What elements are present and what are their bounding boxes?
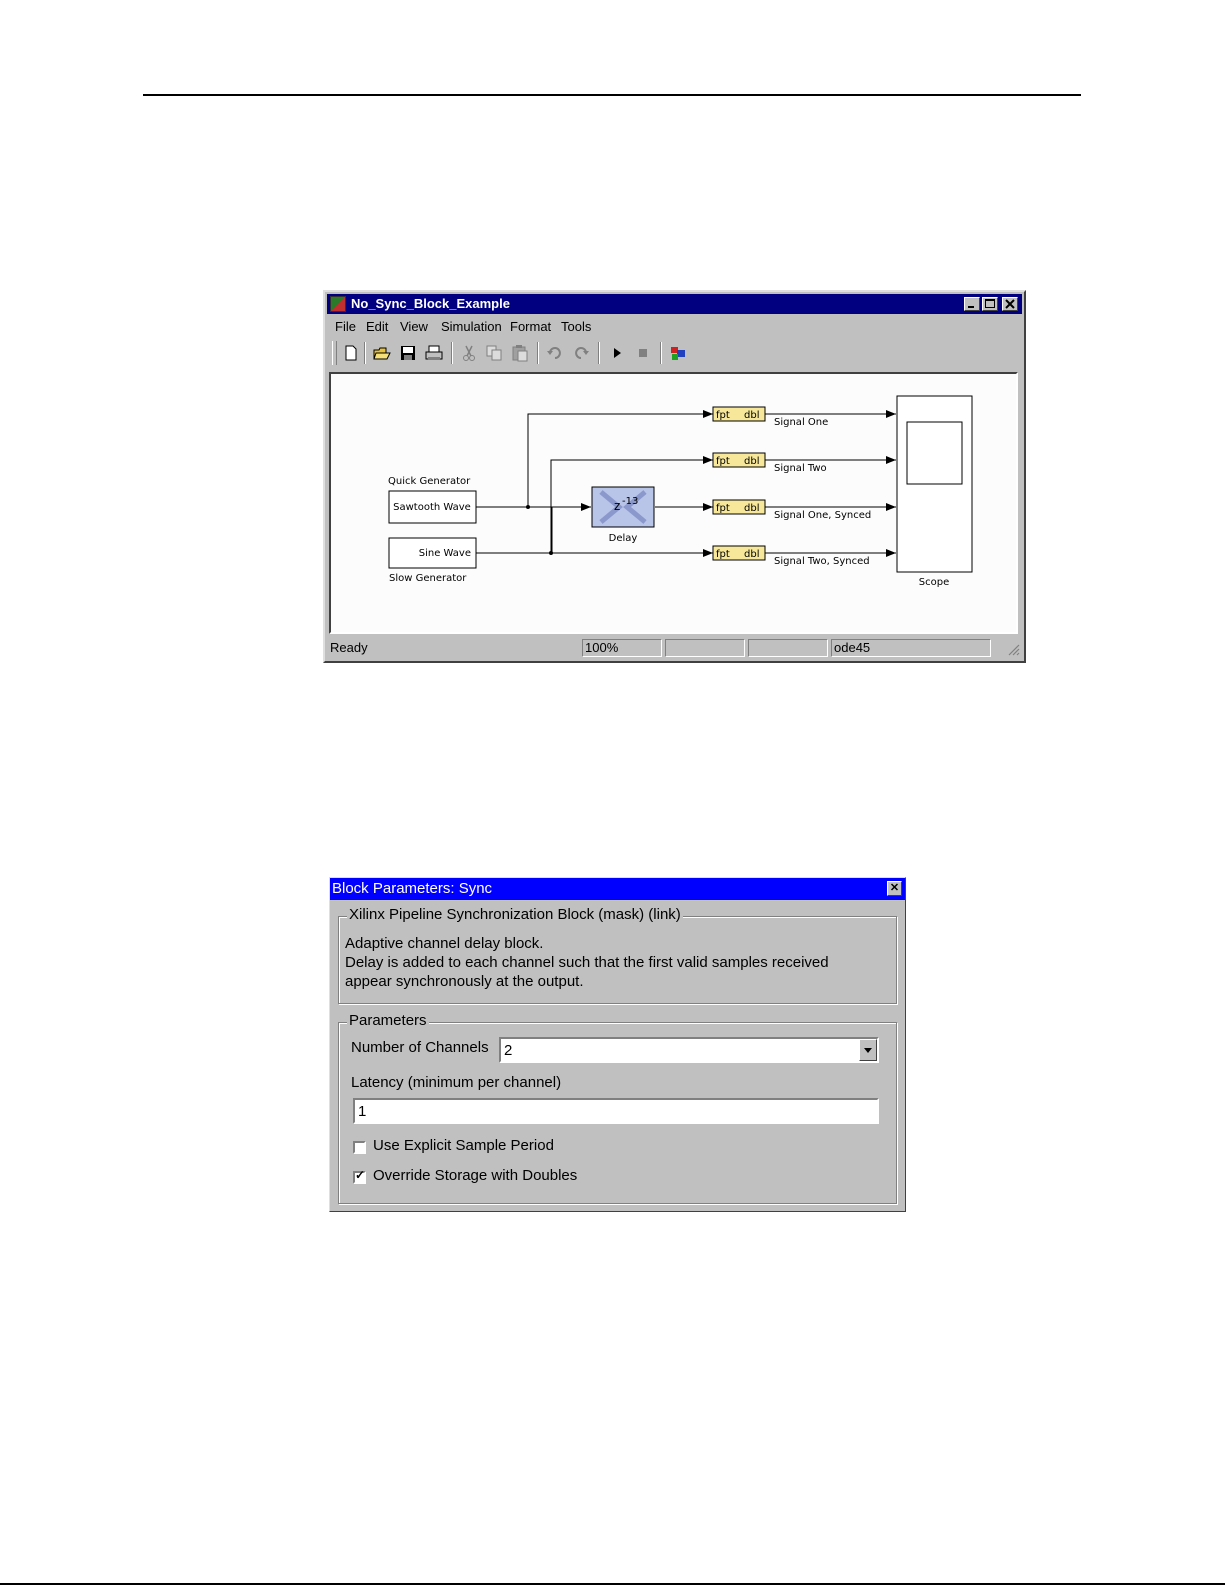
converter-in-label: fpt xyxy=(716,410,730,421)
explicit-period-checkbox[interactable] xyxy=(353,1141,366,1154)
converter-block[interactable] xyxy=(713,453,765,467)
parameters-group-title: Parameters xyxy=(349,1012,427,1029)
description-line: appear synchronously at the output. xyxy=(345,973,584,990)
converter-block[interactable] xyxy=(713,407,765,421)
status-pane-empty xyxy=(665,639,745,657)
signal-label: Signal One xyxy=(774,417,829,428)
window-title: No_Sync_Block_Example xyxy=(351,296,510,311)
signal-label: Signal Two xyxy=(774,463,827,474)
slow-generator-label: Slow Generator xyxy=(389,573,467,584)
converter-out-label: dbl xyxy=(744,549,760,560)
latency-value: 1 xyxy=(358,1103,367,1120)
chevron-down-icon[interactable] xyxy=(859,1039,877,1061)
model-diagram xyxy=(331,374,1016,632)
close-icon: ✕ xyxy=(889,882,900,894)
menu-view[interactable]: View xyxy=(400,319,428,334)
minimize-icon xyxy=(965,298,979,310)
print-icon[interactable] xyxy=(425,344,443,362)
converter-block[interactable] xyxy=(713,500,765,514)
delay-z-label: z xyxy=(614,499,621,513)
menu-edit[interactable]: Edit xyxy=(366,319,389,334)
menu-simulation[interactable]: Simulation xyxy=(441,319,502,334)
toolbar-separator xyxy=(598,342,600,364)
branch-point xyxy=(526,505,530,509)
dialog-title: Block Parameters: Sync xyxy=(332,880,493,897)
status-state: Ready xyxy=(330,640,368,655)
description-group-title: Xilinx Pipeline Synchronization Block (mask) (link) xyxy=(349,906,681,923)
status-pane-empty xyxy=(748,639,828,657)
status-zoom: 100% xyxy=(582,639,662,657)
window-titlebar[interactable] xyxy=(327,294,1022,314)
description-line: Delay is added to each channel such that the first valid samples received xyxy=(345,954,829,971)
explicit-period-label: Use Explicit Sample Period xyxy=(373,1137,554,1154)
menu-bar xyxy=(327,316,1022,336)
minimize-button[interactable] xyxy=(964,297,980,311)
block-parameters-dialog xyxy=(329,877,906,1212)
sine-wave-label: Sine Wave xyxy=(418,548,471,559)
override-storage-label: Override Storage with Doubles xyxy=(373,1167,578,1184)
start-icon[interactable] xyxy=(608,344,626,362)
converter-out-label: dbl xyxy=(744,503,760,514)
override-storage-checkbox[interactable] xyxy=(353,1168,366,1184)
redo-icon[interactable] xyxy=(572,344,590,362)
checkmark-icon: ✓ xyxy=(355,1168,366,1182)
channels-label: Number of Channels xyxy=(351,1039,489,1056)
maximize-button[interactable] xyxy=(982,297,998,311)
converter-out-label: dbl xyxy=(744,456,760,467)
copy-icon[interactable] xyxy=(485,344,503,362)
simulink-window xyxy=(323,290,1026,663)
toolbar xyxy=(327,338,1022,368)
library-browser-icon[interactable] xyxy=(669,344,687,362)
scope-screen xyxy=(907,422,962,484)
menu-format[interactable]: Format xyxy=(510,319,552,334)
delay-exponent-label: -13 xyxy=(622,496,639,507)
quick-generator-label: Quick Generator xyxy=(388,476,471,487)
converter-in-label: fpt xyxy=(716,456,730,467)
channels-select[interactable] xyxy=(499,1037,879,1063)
converter-block[interactable] xyxy=(713,546,765,560)
converter-in-label: fpt xyxy=(716,503,730,514)
save-icon[interactable] xyxy=(399,344,417,362)
branch-point xyxy=(549,551,553,555)
converter-out-label: dbl xyxy=(744,410,760,421)
sawtooth-wave-label: Sawtooth Wave xyxy=(393,502,471,513)
dialog-close-button[interactable] xyxy=(887,881,902,896)
maximize-icon xyxy=(983,298,997,310)
dialog-titlebar[interactable] xyxy=(330,878,905,900)
toolbar-separator xyxy=(451,342,453,364)
converter-in-label: fpt xyxy=(716,549,730,560)
page-header-rule xyxy=(143,94,1081,96)
channels-value: 2 xyxy=(504,1042,513,1059)
delay-label: Delay xyxy=(608,533,638,544)
latency-input[interactable] xyxy=(353,1098,879,1124)
toolbar-separator xyxy=(660,342,662,364)
model-canvas[interactable] xyxy=(329,372,1018,634)
parameters-group xyxy=(338,1012,897,1204)
menu-file[interactable]: File xyxy=(335,319,356,334)
resize-grip-icon[interactable] xyxy=(1006,642,1020,656)
paste-icon[interactable] xyxy=(511,344,529,362)
close-icon xyxy=(1003,298,1017,310)
status-bar xyxy=(327,637,1022,659)
close-button[interactable] xyxy=(1002,297,1018,311)
latency-label: Latency (minimum per channel) xyxy=(351,1074,562,1091)
new-icon[interactable] xyxy=(342,344,360,362)
toolbar-separator xyxy=(537,342,539,364)
toolbar-separator xyxy=(364,342,366,364)
signal-label: Signal Two, Synced xyxy=(774,556,870,567)
menu-tools[interactable]: Tools xyxy=(561,319,592,334)
status-solver: ode45 xyxy=(831,639,991,657)
description-group xyxy=(338,906,897,1004)
stop-icon[interactable] xyxy=(634,344,652,362)
undo-icon[interactable] xyxy=(546,344,564,362)
toolbar-grip xyxy=(332,341,337,365)
description-line: Adaptive channel delay block. xyxy=(345,935,544,952)
scope-label: Scope xyxy=(918,577,950,588)
cut-icon[interactable] xyxy=(460,344,478,362)
open-icon[interactable] xyxy=(373,344,391,362)
simulink-app-icon xyxy=(330,296,346,312)
signal-label: Signal One, Synced xyxy=(774,510,872,521)
